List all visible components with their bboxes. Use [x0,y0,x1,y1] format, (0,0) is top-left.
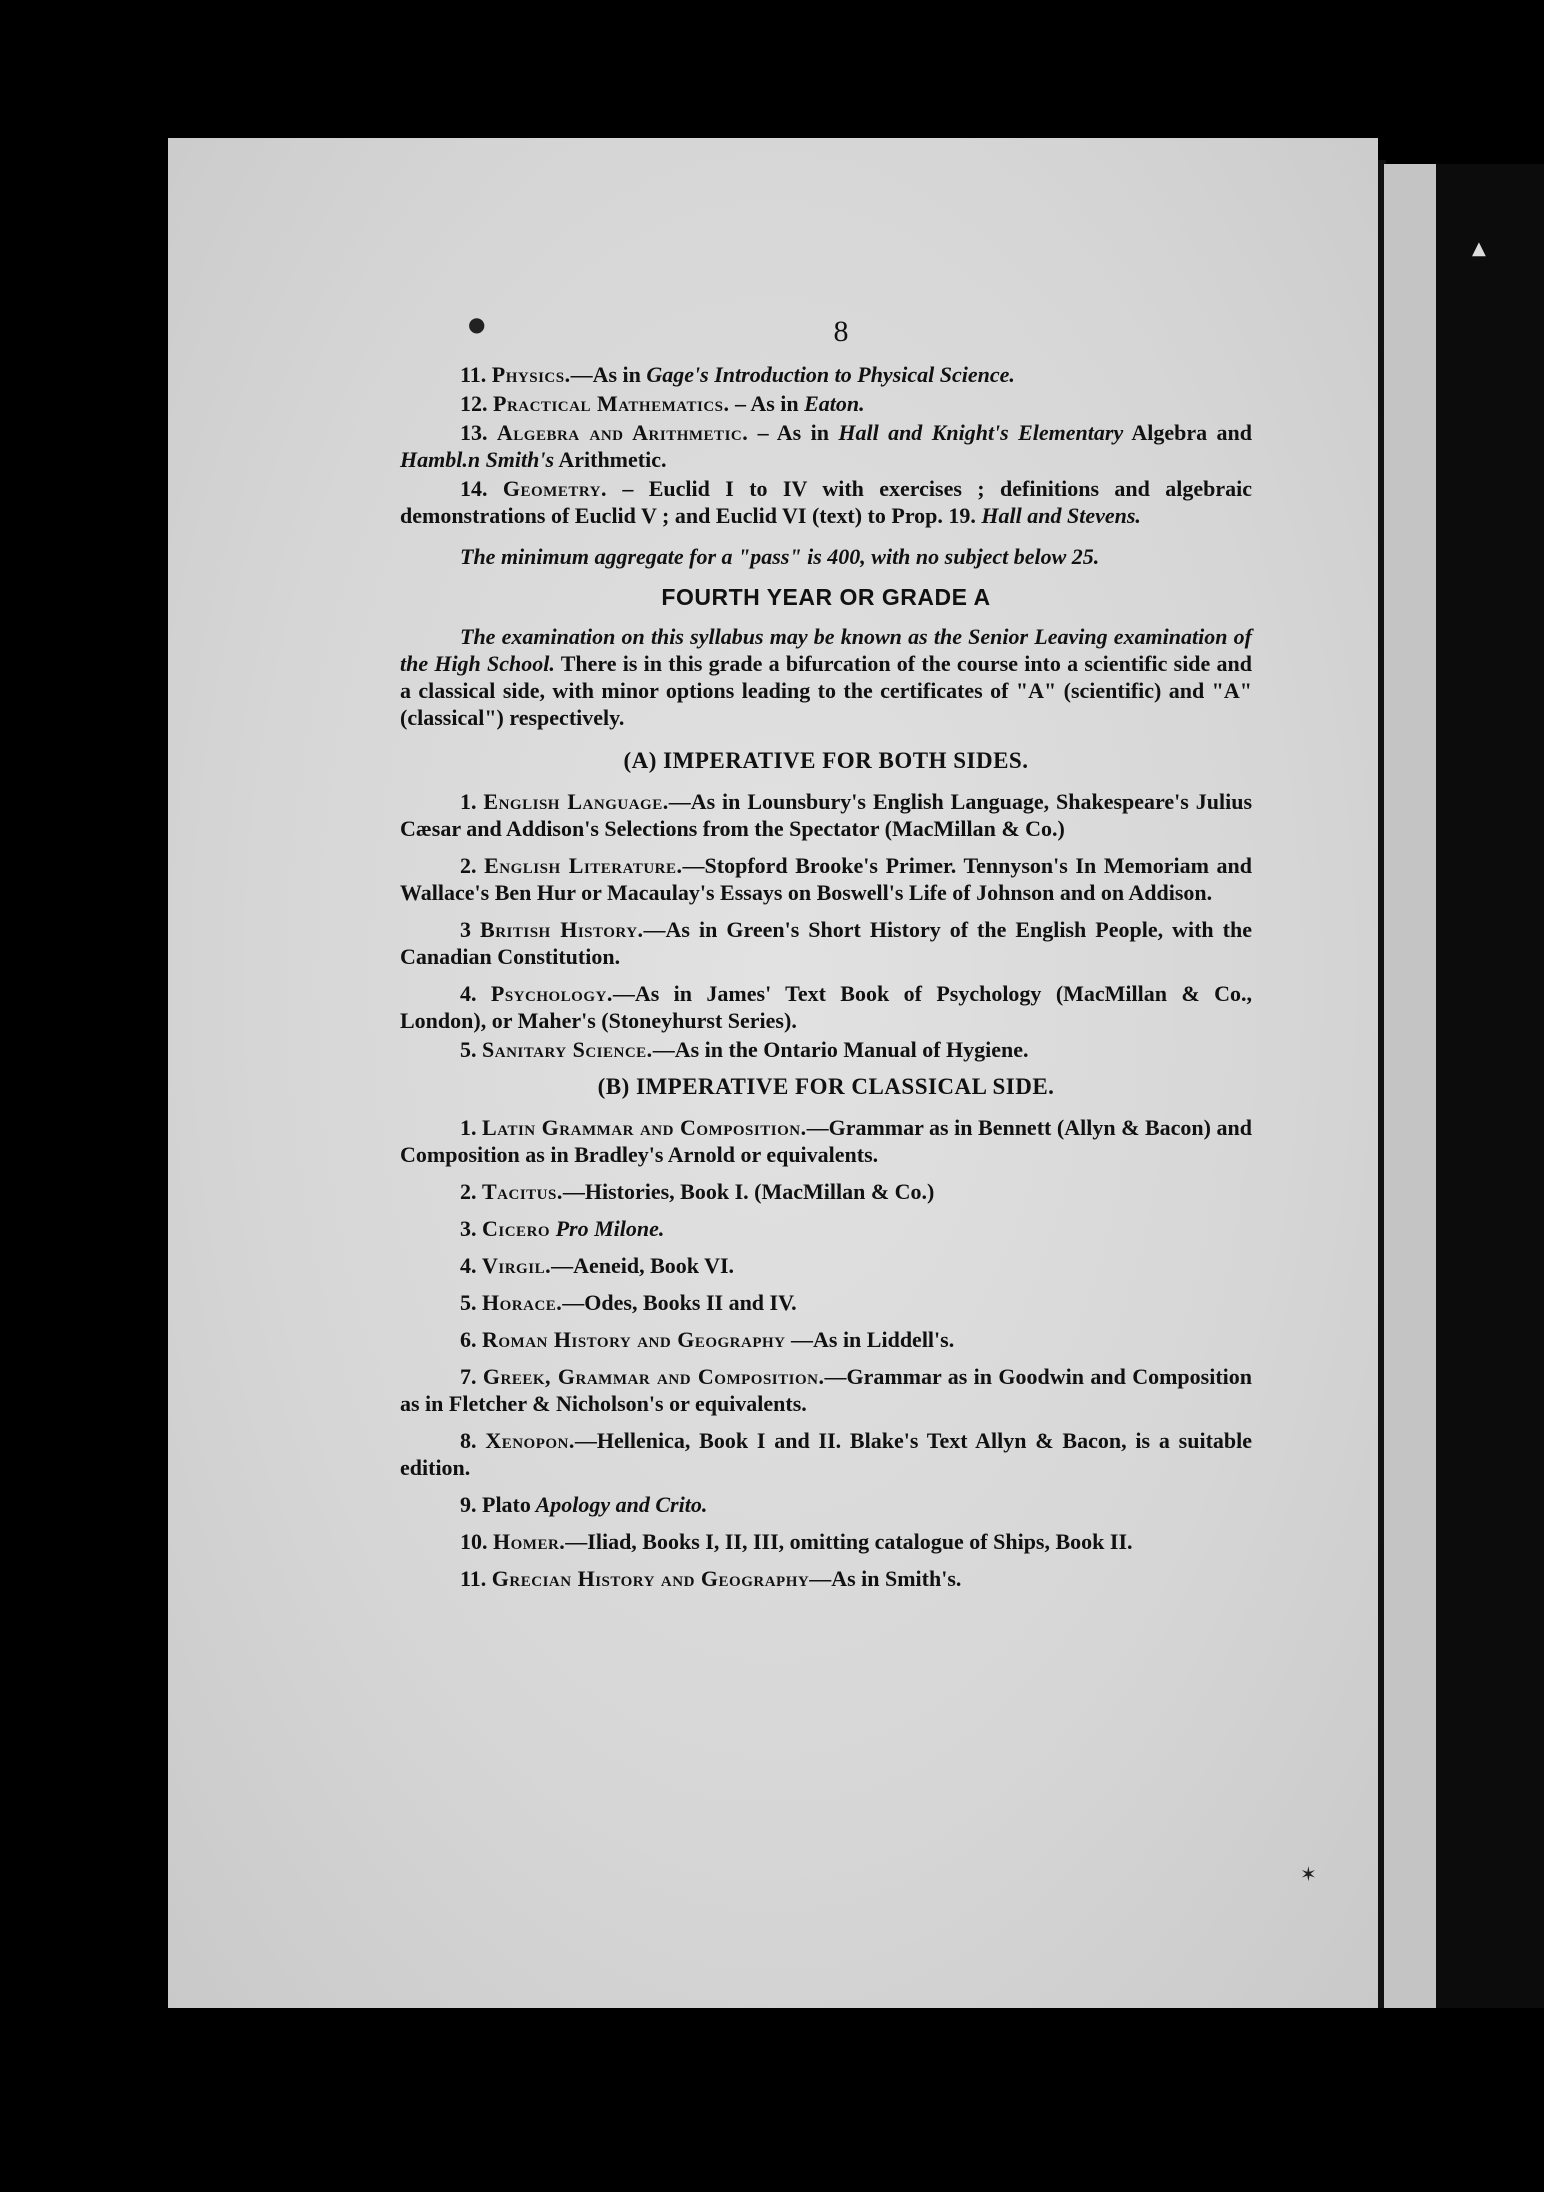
ink-blot-mark: ● [468,312,486,336]
list-item: 1. Latin Grammar and Composition.—Grammar as in Bennett (Allyn & Bacon) and Composition as in Bradley's Arnold or equivalents. [400,1115,1252,1167]
stray-ink-mark: ✶ [1300,1862,1317,1886]
page-number: 8 [833,315,849,348]
list-item: 14. Geometry. – Euclid I to IV with exercises ; definitions and algebraic demonstrations of Euclid V ; and Euclid VI (text) to Prop. 19. Hall and Stevens. [400,476,1253,528]
list-item: 5. Sanitary Science.—As in the Ontario Manual of Hygiene. [460,1037,1029,1062]
adjacent-page-edge [1384,164,1436,2008]
list-item: 6. Roman History and Geography —As in Liddell's. [460,1327,955,1352]
list-item: 2. English Literature.—Stopford Brooke's Primer. Tennyson's In Memoriam and Wallace's Ben Hur or Macaulay's Essays on Boswell's Life of Johnson and on Addison. [400,853,1252,905]
list-item: 4. Psychology.—As in James' Text Book of Psychology (MacMillan & Co., London), or Maher's (Stoneyhurst Series). [400,981,1252,1033]
list-item: 11. Grecian History and Geography—As in Smith's. [460,1566,962,1591]
list-item: 10. Homer.—Iliad, Books I, II, III, omitting catalogue of Ships, Book II. [460,1529,1133,1554]
list-item: 11. Physics.—As in Gage's Introduction to Physical Science. [460,362,1015,387]
section-a-heading: (A) IMPERATIVE FOR BOTH SIDES. [623,748,1029,773]
list-item: 3 British History.—As in Green's Short History of the English People, with the Canadian Constitution. [400,917,1252,969]
list-item: 2. Tacitus.—Histories, Book I. (MacMillan & Co.) [460,1179,935,1204]
list-item: 5. Horace.—Odes, Books II and IV. [460,1290,797,1315]
grade-intro: The examination on this syllabus may be known as the Senior Leaving examination of the High School. There is in this grade a bifurcation of the course into a scientific side and a classical side, with minor options leading to the certificates of "A" (scientific) and "A" (classical") respectively. [400,624,1252,730]
pass-requirement-note: The minimum aggregate for a "pass" is 400, with no subject below 25. [460,544,1100,569]
list-item: 12. Practical Mathematics. – As in Eaton. [460,391,865,416]
arrow-mark-icon: ▲ [1472,238,1486,259]
list-item: 9. Plato Apology and Crito. [460,1492,708,1517]
list-item: 8. Xenopon.—Hellenica, Book I and II. Blake's Text Allyn & Bacon, is a suitable edition. [400,1428,1253,1480]
grade-heading: FOURTH YEAR OR GRADE A [661,584,991,610]
section-b-heading: (B) IMPERATIVE FOR CLASSICAL SIDE. [597,1074,1055,1099]
list-item: 13. Algebra and Arithmetic. – As in Hall and Knight's Elementary Algebra and Hambl.n Smith's Arithmetic. [400,420,1253,472]
list-item: 1. English Language.—As in Lounsbury's English Language, Shakespeare's Julius Cæsar and Addison's Selections from the Spectator (MacMillan & Co.) [400,789,1252,841]
list-item: 4. Virgil.—Aeneid, Book VI. [460,1253,735,1278]
list-item: 7. Greek, Grammar and Composition.—Grammar as in Goodwin and Composition as in Fletcher & Nicholson's or equivalents. [400,1364,1253,1416]
document-text [400,315,1253,1602]
scan-border-right [1436,164,1544,2008]
list-item: 3. Cicero Pro Milone. [460,1216,665,1241]
